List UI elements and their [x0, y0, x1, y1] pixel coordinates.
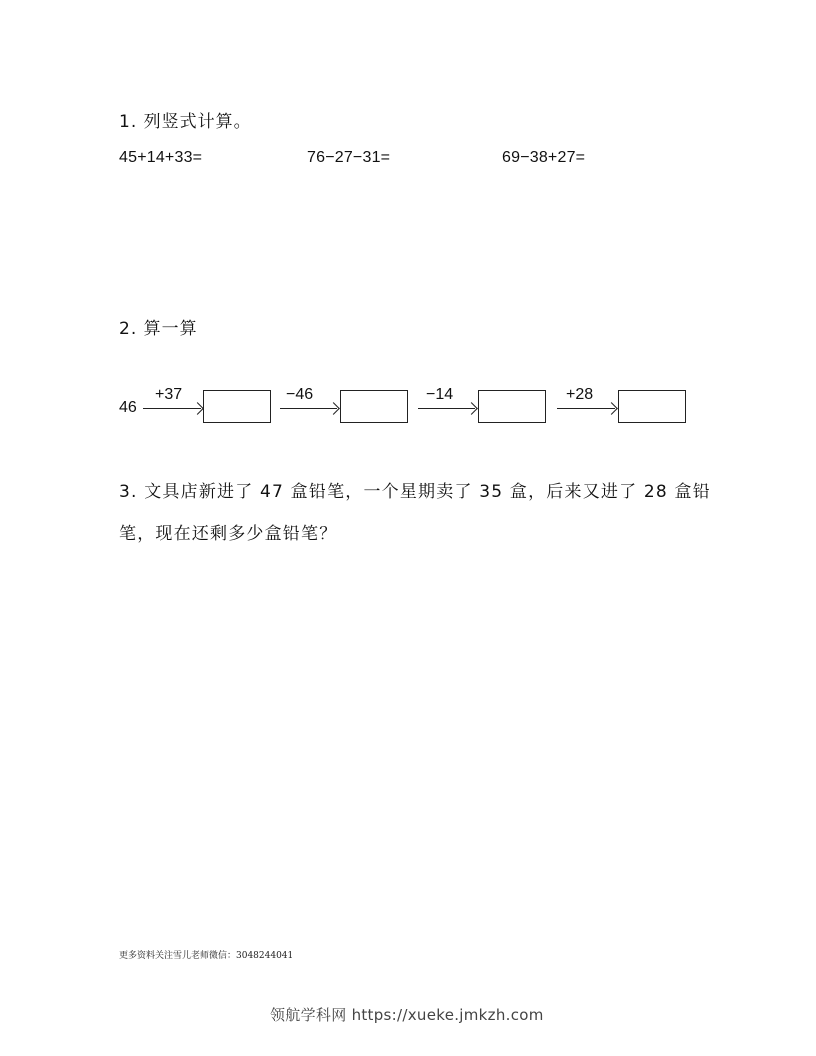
answer-box-3[interactable]	[478, 390, 546, 423]
chain-op-4: +28	[566, 386, 594, 403]
q1-expression-3: 69−38+27=	[502, 149, 586, 166]
q1-expression-1: 45+14+33=	[119, 149, 203, 166]
arrow-icon	[418, 408, 475, 409]
chain-start-number: 46	[119, 399, 137, 416]
q2-heading: 2. 算一算	[119, 319, 198, 339]
answer-box-2[interactable]	[340, 390, 408, 423]
answer-box-4[interactable]	[618, 390, 686, 423]
q1-heading: 1. 列竖式计算。	[119, 112, 252, 132]
arrow-icon	[143, 408, 201, 409]
chain-op-3: −14	[426, 386, 454, 403]
q3-line-1: 3. 文具店新进了 47 盒铅笔，一个星期卖了 35 盒，后来又进了 28 盒铅	[119, 482, 711, 502]
q3-line-2: 笔，现在还剩多少盒铅笔？	[119, 524, 338, 544]
footer-note: 更多资料关注雪儿老师微信：3048244041	[119, 951, 294, 961]
chain-op-2: −46	[286, 386, 314, 403]
watermark-link[interactable]: 领航学科网 https://xueke.jmkzh.com	[270, 1006, 544, 1024]
arrow-icon	[280, 408, 337, 409]
chain-op-1: +37	[155, 386, 183, 403]
answer-box-1[interactable]	[203, 390, 271, 423]
arrow-icon	[557, 408, 615, 409]
q1-expression-2: 76−27−31=	[307, 149, 391, 166]
